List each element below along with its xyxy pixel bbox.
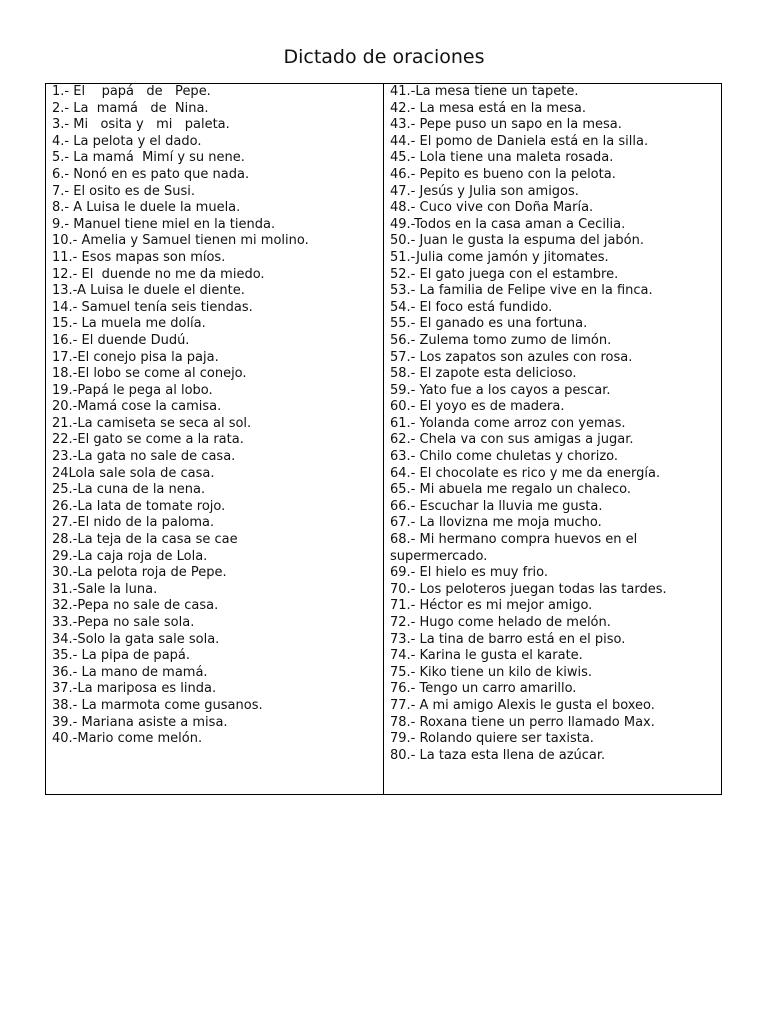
sentence-item: 30.-La pelota roja de Pepe. [52, 565, 227, 581]
sentence-item: 57.- Los zapatos son azules con rosa. [390, 349, 633, 365]
sentence-item: 23.-La gata no sale de casa. [52, 449, 236, 465]
sentence-item: 80.- La taza esta llena de azúcar. [390, 747, 606, 763]
sentence-item: 58.- El zapote esta delicioso. [390, 366, 577, 382]
sentence-item: 1.- El papá de Pepe. [52, 84, 211, 99]
sentence-item: 11.- Esos mapas son míos. [52, 249, 226, 265]
sentence-item: 29.-La caja roja de Lola. [52, 548, 208, 564]
sentence-item: 78.- Roxana tiene un perro llamado Max. [390, 714, 655, 730]
sentence-item: 19.-Papá le pega al lobo. [52, 382, 213, 398]
sentence-item: 52.- El gato juega con el estambre. [390, 266, 619, 282]
sentence-item: 21.-La camiseta se seca al sol. [52, 415, 252, 431]
sentence-item: 59.- Yato fue a los cayos a pescar. [390, 382, 611, 398]
sentence-item: 49.-Todos en la casa aman a Cecilia. [390, 216, 626, 232]
sentence-item: 61.- Yolanda come arroz con yemas. [390, 415, 626, 431]
sentence-item: 7.- El osito es de Susi. [52, 183, 195, 199]
sentence-item: 62.- Chela va con sus amigas a jugar. [390, 432, 634, 448]
sentence-item: 79.- Rolando quiere ser taxista. [390, 731, 594, 747]
sentence-list-left [52, 84, 383, 748]
sentence-item: 28.-La teja de la casa se cae [52, 532, 238, 548]
sentence-item: 14.- Samuel tenía seis tiendas. [52, 299, 253, 315]
sentence-item: 74.- Karina le gusta el karate. [390, 648, 583, 664]
sentence-item: 42.- La mesa está en la mesa. [390, 100, 586, 116]
sentence-item: 60.- El yoyo es de madera. [390, 399, 565, 415]
sentence-item: 5.- La mamá Mimí y su nene. [52, 150, 245, 166]
sentence-item: 46.- Pepito es bueno con la pelota. [390, 166, 616, 182]
sentence-item: 12.- El duende no me da miedo. [52, 266, 265, 282]
sentence-item: 10.- Amelia y Samuel tienen mi molino. [52, 233, 309, 249]
sentence-item: 38.- La marmota come gusanos. [52, 697, 263, 713]
sentence-item: 18.-El lobo se come al conejo. [52, 366, 247, 382]
sentence-item: 48.- Cuco vive con Doña María. [390, 200, 594, 216]
sentence-item: 68.- Mi hermano compra huevos en el supermercado. [390, 532, 642, 564]
sentence-item: 70.- Los peloteros juegan todas las tardes. [390, 581, 667, 597]
sentence-item: 27.-El nido de la paloma. [52, 515, 215, 531]
sentence-item: 73.- La tina de barro está en el piso. [390, 631, 626, 647]
sentence-item: 63.- Chilo come chuletas y chorizo. [390, 449, 619, 465]
sentence-item: 13.-A Luisa le duele el diente. [52, 283, 245, 299]
sentence-item: 47.- Jesús y Julia son amigos. [390, 183, 579, 199]
sentence-item: 65.- Mi abuela me regalo un chaleco. [390, 482, 631, 498]
sentence-item: 71.- Héctor es mi mejor amigo. [390, 598, 593, 614]
sentence-list-right [390, 84, 721, 764]
sentence-item: 17.-El conejo pisa la paja. [52, 349, 219, 365]
sentence-item: 20.-Mamá cose la camisa. [52, 399, 222, 415]
sentence-item: 54.- El foco está fundido. [390, 299, 553, 315]
sentence-item: 36.- La mano de mamá. [52, 664, 208, 680]
sentence-item: 24Lola sale sola de casa. [52, 465, 215, 481]
sentence-item: 45.- Lola tiene una maleta rosada. [390, 150, 614, 166]
sentence-item: 39.- Mariana asiste a misa. [52, 714, 228, 730]
sentence-item: 35.- La pipa de papá. [52, 648, 191, 664]
sentence-item: 72.- Hugo come helado de melón. [390, 615, 611, 630]
sentence-item: 22.-El gato se come a la rata. [52, 432, 244, 448]
sentence-item: 9.- Manuel tiene miel en la tienda. [52, 216, 276, 232]
sentence-item: 34.-Solo la gata sale sola. [52, 631, 220, 647]
sentence-item: 26.-La lata de tomate rojo. [52, 498, 226, 514]
sentence-item: 32.-Pepa no sale de casa. [52, 598, 219, 614]
sentence-item: 2.- La mamá de Nina. [52, 100, 209, 116]
sentence-item: 69.- El hielo es muy frio. [390, 565, 549, 581]
page-title: Dictado de oraciones [283, 46, 485, 68]
sentence-item: 43.- Pepe puso un sapo en la mesa. [390, 117, 622, 133]
sentence-item: 3.- Mi osita y mi paleta. [52, 117, 230, 133]
sentence-item: 31.-Sale la luna. [52, 581, 158, 597]
sentence-item: 51.-Julia come jamón y jitomates. [390, 249, 609, 265]
sentence-item: 66.- Escuchar la lluvia me gusta. [390, 498, 603, 514]
sentence-item: 15.- La muela me dolía. [52, 316, 206, 332]
sentence-item: 37.-La mariposa es linda. [52, 681, 217, 697]
sentence-item: 40.-Mario come melón. [52, 731, 203, 747]
left-column [46, 84, 384, 794]
sentence-table [45, 83, 722, 795]
sentence-item: 55.- El ganado es una fortuna. [390, 316, 588, 332]
sentence-item: 56.- Zulema tomo zumo de limón. [390, 332, 612, 348]
sentence-item: 4.- La pelota y el dado. [52, 133, 202, 149]
sentence-item: 76.- Tengo un carro amarillo. [390, 681, 577, 697]
sentence-item: 53.- La familia de Felipe vive en la finca. [390, 283, 653, 299]
right-column [384, 84, 721, 794]
sentence-item: 64.- El chocolate es rico y me da energía. [390, 465, 661, 481]
sentence-item: 75.- Kiko tiene un kilo de kiwis. [390, 664, 592, 680]
sentence-item: 6.- Nonó en es pato que nada. [52, 166, 250, 182]
sentence-item: 67.- La llovizna me moja mucho. [390, 515, 602, 531]
sentence-item: 25.-La cuna de la nena. [52, 482, 206, 498]
sentence-item: 33.-Pepa no sale sola. [52, 615, 195, 630]
sentence-item: 8.- A Luisa le duele la muela. [52, 200, 241, 216]
sentence-item: 44.- El pomo de Daniela está en la silla. [390, 133, 649, 149]
sentence-item: 50.- Juan le gusta la espuma del jabón. [390, 233, 644, 249]
sentence-item: 77.- A mi amigo Alexis le gusta el boxeo. [390, 697, 655, 713]
sentence-item: 16.- El duende Dudú. [52, 332, 190, 348]
sentence-item: 41.-La mesa tiene un tapete. [390, 84, 579, 99]
